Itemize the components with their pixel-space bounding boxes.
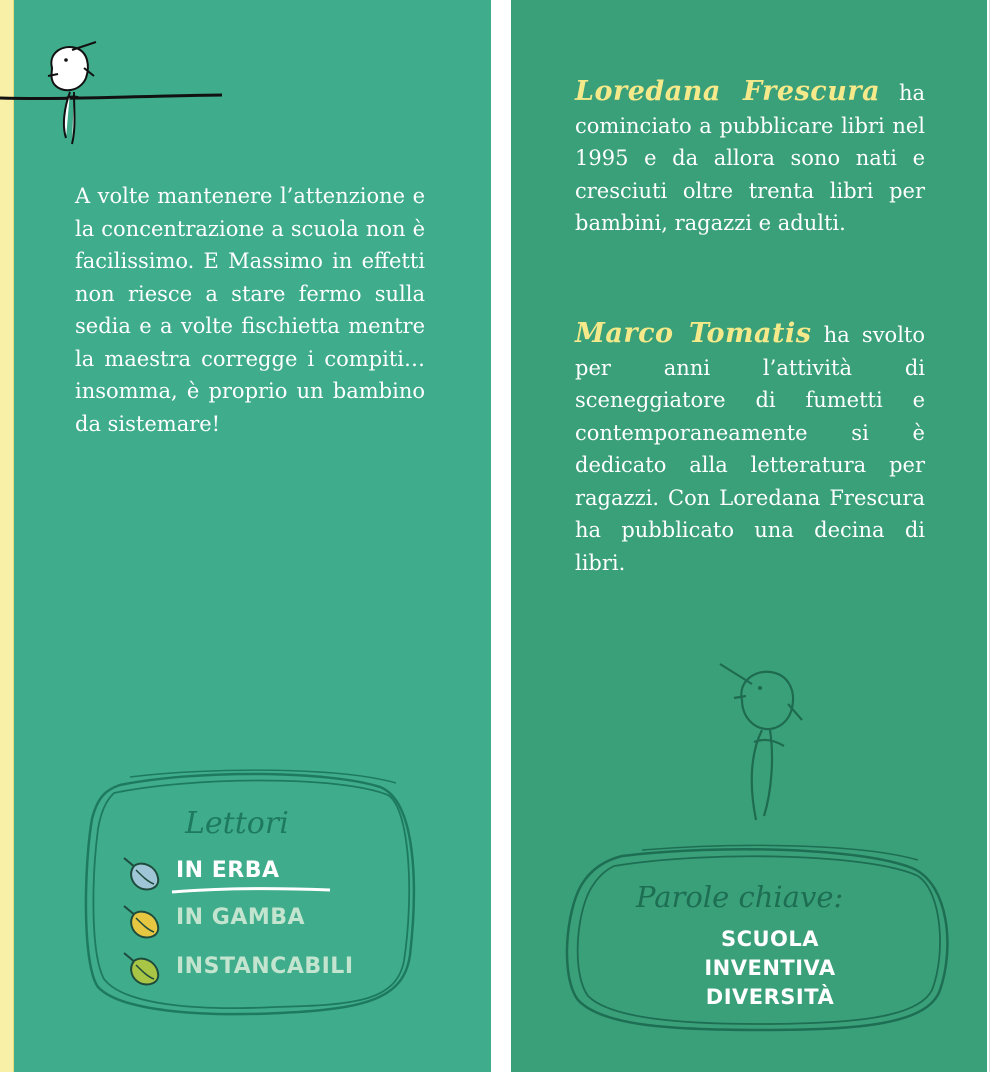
keyword-item: INVENTIVA — [704, 956, 836, 980]
leaf-icon-yellow — [120, 902, 164, 942]
keywords-title: Parole chiave: — [636, 880, 844, 914]
author-bio-text: ha cominciato a pubblicare libri nel 1995 e da allora sono nati e cresciuti oltre trenta libri per bambini, ragazzi e adulti. — [575, 81, 925, 235]
author-bio-frescura — [575, 76, 925, 240]
author-name: Marco Tomatis — [575, 318, 812, 349]
reader-level-instancabili: INSTANCABILI — [176, 954, 354, 979]
right-edge-line — [989, 0, 990, 1072]
readers-title: Lettori — [185, 806, 289, 841]
keyword-item: DIVERSITÀ — [705, 985, 835, 1009]
author-name: Loredana Frescura — [575, 76, 881, 107]
leaf-icon-green — [120, 949, 164, 989]
reader-level-in-erba: IN ERBA — [176, 858, 280, 883]
reader-level-in-gamba: IN GAMBA — [176, 905, 306, 930]
bird-on-wire-icon — [0, 38, 230, 153]
in-erba-underline — [170, 884, 335, 896]
yellow-side-strip — [0, 0, 14, 1072]
author-bio-text: ha svolto per anni l’attività di sceneggiatore di fumetti e contemporaneamente si è dedicato alla letteratura per ragazzi. Con Loredana Frescura ha pubblicato una decina di libri. — [575, 323, 926, 575]
author-bio-tomatis — [575, 318, 925, 579]
bird-outline-icon — [712, 660, 832, 830]
back-cover-blurb: A volte mantenere l’attenzione e la concentrazione a scuola non è facilissimo. E Massimo in effetti non riesce a stare fermo sulla sedia e a volte fischietta mentre la maestra corregge i compiti… insomma, è proprio un bambino da sistemare! — [75, 184, 425, 436]
leaf-icon-blue — [120, 854, 164, 894]
keyword-item: SCUOLA — [720, 927, 820, 951]
